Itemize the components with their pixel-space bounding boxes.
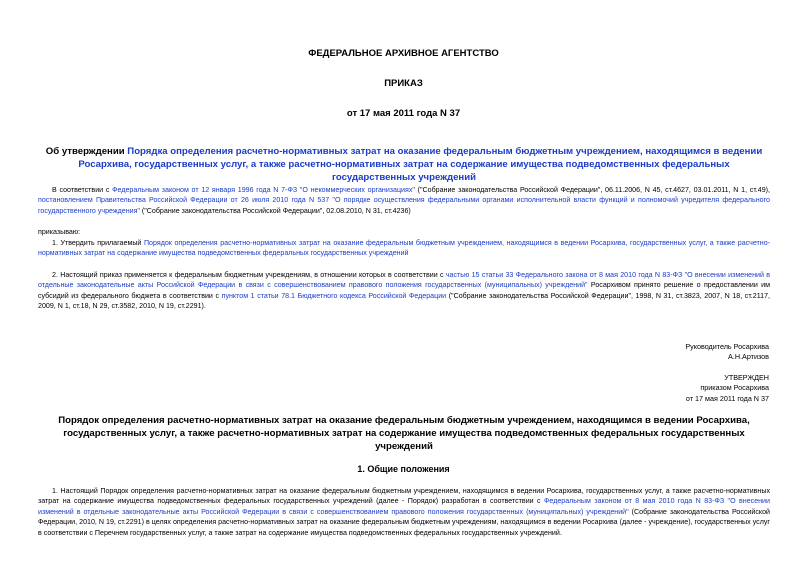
doc-date-heading: от 17 мая 2011 года N 37 [346,108,461,119]
agency-heading: ФЕДЕРАЛЬНОЕ АРХИВНОЕ АГЕНТСТВО [308,48,499,59]
section-1-text-1: 1. Настоящий Порядок определения расчетно-нормативных затрат на оказание федеральным бюджетным учреждением, находящимся в ведении Росархива, государственных услуг, а также расчетно-нормативных затрат на содержание имущества подведомственных федеральных государственных учреждений (далее - Порядок) разработан в соответствии с [38,487,770,506]
procedure-title: Порядок определения расчетно-нормативных затрат на оказание федеральным бюджетным учреждением, находящимся в ведении Росархива, государственных услуг, а также расчетно-нормативных затрат на содержание имущества подведомственных федеральных государственных учреждений [58,415,750,452]
approval-block [686,373,769,404]
item-2-paragraph [38,270,770,312]
title-link[interactable]: Порядка определения расчетно-нормативных затрат на оказание федеральным бюджетным учреждением, находящимся в ведении Росархива, государственных услуг, а также расчетно-нормативных затрат на содержание имущества подведомственных федеральных государственных учреждений [78,146,763,183]
federal-law-7fz-link[interactable]: Федеральным законом от 12 января 1996 года N 7-ФЗ "О некоммерческих организациях" [112,186,415,194]
prikazyvayu-text: приказываю: [38,228,81,236]
budget-code-78-1-link[interactable]: пунктом 1 статьи 78.1 Бюджетного кодекса Российской Федерации [221,291,447,300]
article-33-law-83fz-link[interactable]: частью 15 статьи 33 Федерального закона от 8 мая 2010 года N 83-ФЗ "О внесении изменений в отдельные законодательные акты Российской Федерации в связи с совершенствованием правового положения государственных (муниципальных) учреждений" [38,271,770,290]
government-decree-537-link[interactable]: постановлением Правительства Российской Федерации от 26 июля 2010 года N 537 "О порядке осуществления федеральными органами исполнительной власти функций и полномочий учредителя федерального государственного учреждения" [38,196,770,215]
preamble-text-3: ("Собрание законодательства Российской Федерации", 02.08.2010, N 31, ст.4236) [139,206,411,215]
approved-line-1: УТВЕРЖДЕН [724,373,769,382]
signature-name: А.Н.Артизов [728,352,769,362]
approved-line-3: от 17 мая 2011 года N 37 [685,393,769,403]
procedure-link[interactable]: Порядок определения расчетно-нормативных затрат на оказание федеральным бюджетным учреждением, находящимся в ведении Росархива, государственных услуг, а также расчетно-нормативных затрат на содержание имущества подведомственных федеральных государственных учреждений [38,239,771,258]
title-prefix: Об утверждении [45,146,128,157]
preamble-text-1: В соответствии с [52,186,113,194]
preamble-paragraph [38,185,770,216]
section-1-text-2: (Собрание законодательства Российской Федерации, 2010, N 19, ст.2291) в целях определения расчетно-нормативных затрат на оказание федеральным бюджетным учреждениям, находящимся в ведении Росархива (далее - учреждение), государственных услуг в соответствии с Перечнем государственных услуг, а также затрат на содержание имущества подведомственных федеральных государственных учреждений. [38,507,770,537]
item-2-text-1: 2. Настоящий приказ применяется к федеральным бюджетным учреждениям, в отношении которых в соответствии с [52,271,446,279]
doc-type-heading: ПРИКАЗ [384,78,423,89]
item-2-text-2: Росархивом принято решение о предоставлении им субсидий из федерального бюджета в соответствии с [38,281,770,300]
preamble-text-2: ("Собрание законодательства Российской Федерации", 06.11.2006, N 45, ст.4627, 03.01.2011, N 1, ст.49), [414,186,770,194]
section-1-paragraph-1 [38,486,770,538]
federal-law-83fz-link[interactable]: Федеральным законом от 8 мая 2010 года N 83-ФЗ "О внесении изменений в отдельные законодательные акты Российской Федерации в связи с совершенствованием правового положения государственных (муниципальных) учреждений" [38,497,770,516]
order-subject-title [38,145,770,184]
signature-block [685,342,769,363]
item-1-text: 1. Утвердить прилагаемый [52,239,144,247]
signature-position: Руководитель Росархива [685,342,769,351]
item-1-paragraph [38,238,770,259]
item-2-text-3: ("Собрание законодательства Российской Федерации", 1998, N 31, ст.3823, 2007, N 18, ст.2117, 2009, N 1, ст.18, N 29, ст.3582, 2010, N 19, ст.2291). [38,291,770,311]
section-1-title: 1. Общие положения [357,464,450,474]
approved-line-2: приказом Росархива [700,383,769,393]
